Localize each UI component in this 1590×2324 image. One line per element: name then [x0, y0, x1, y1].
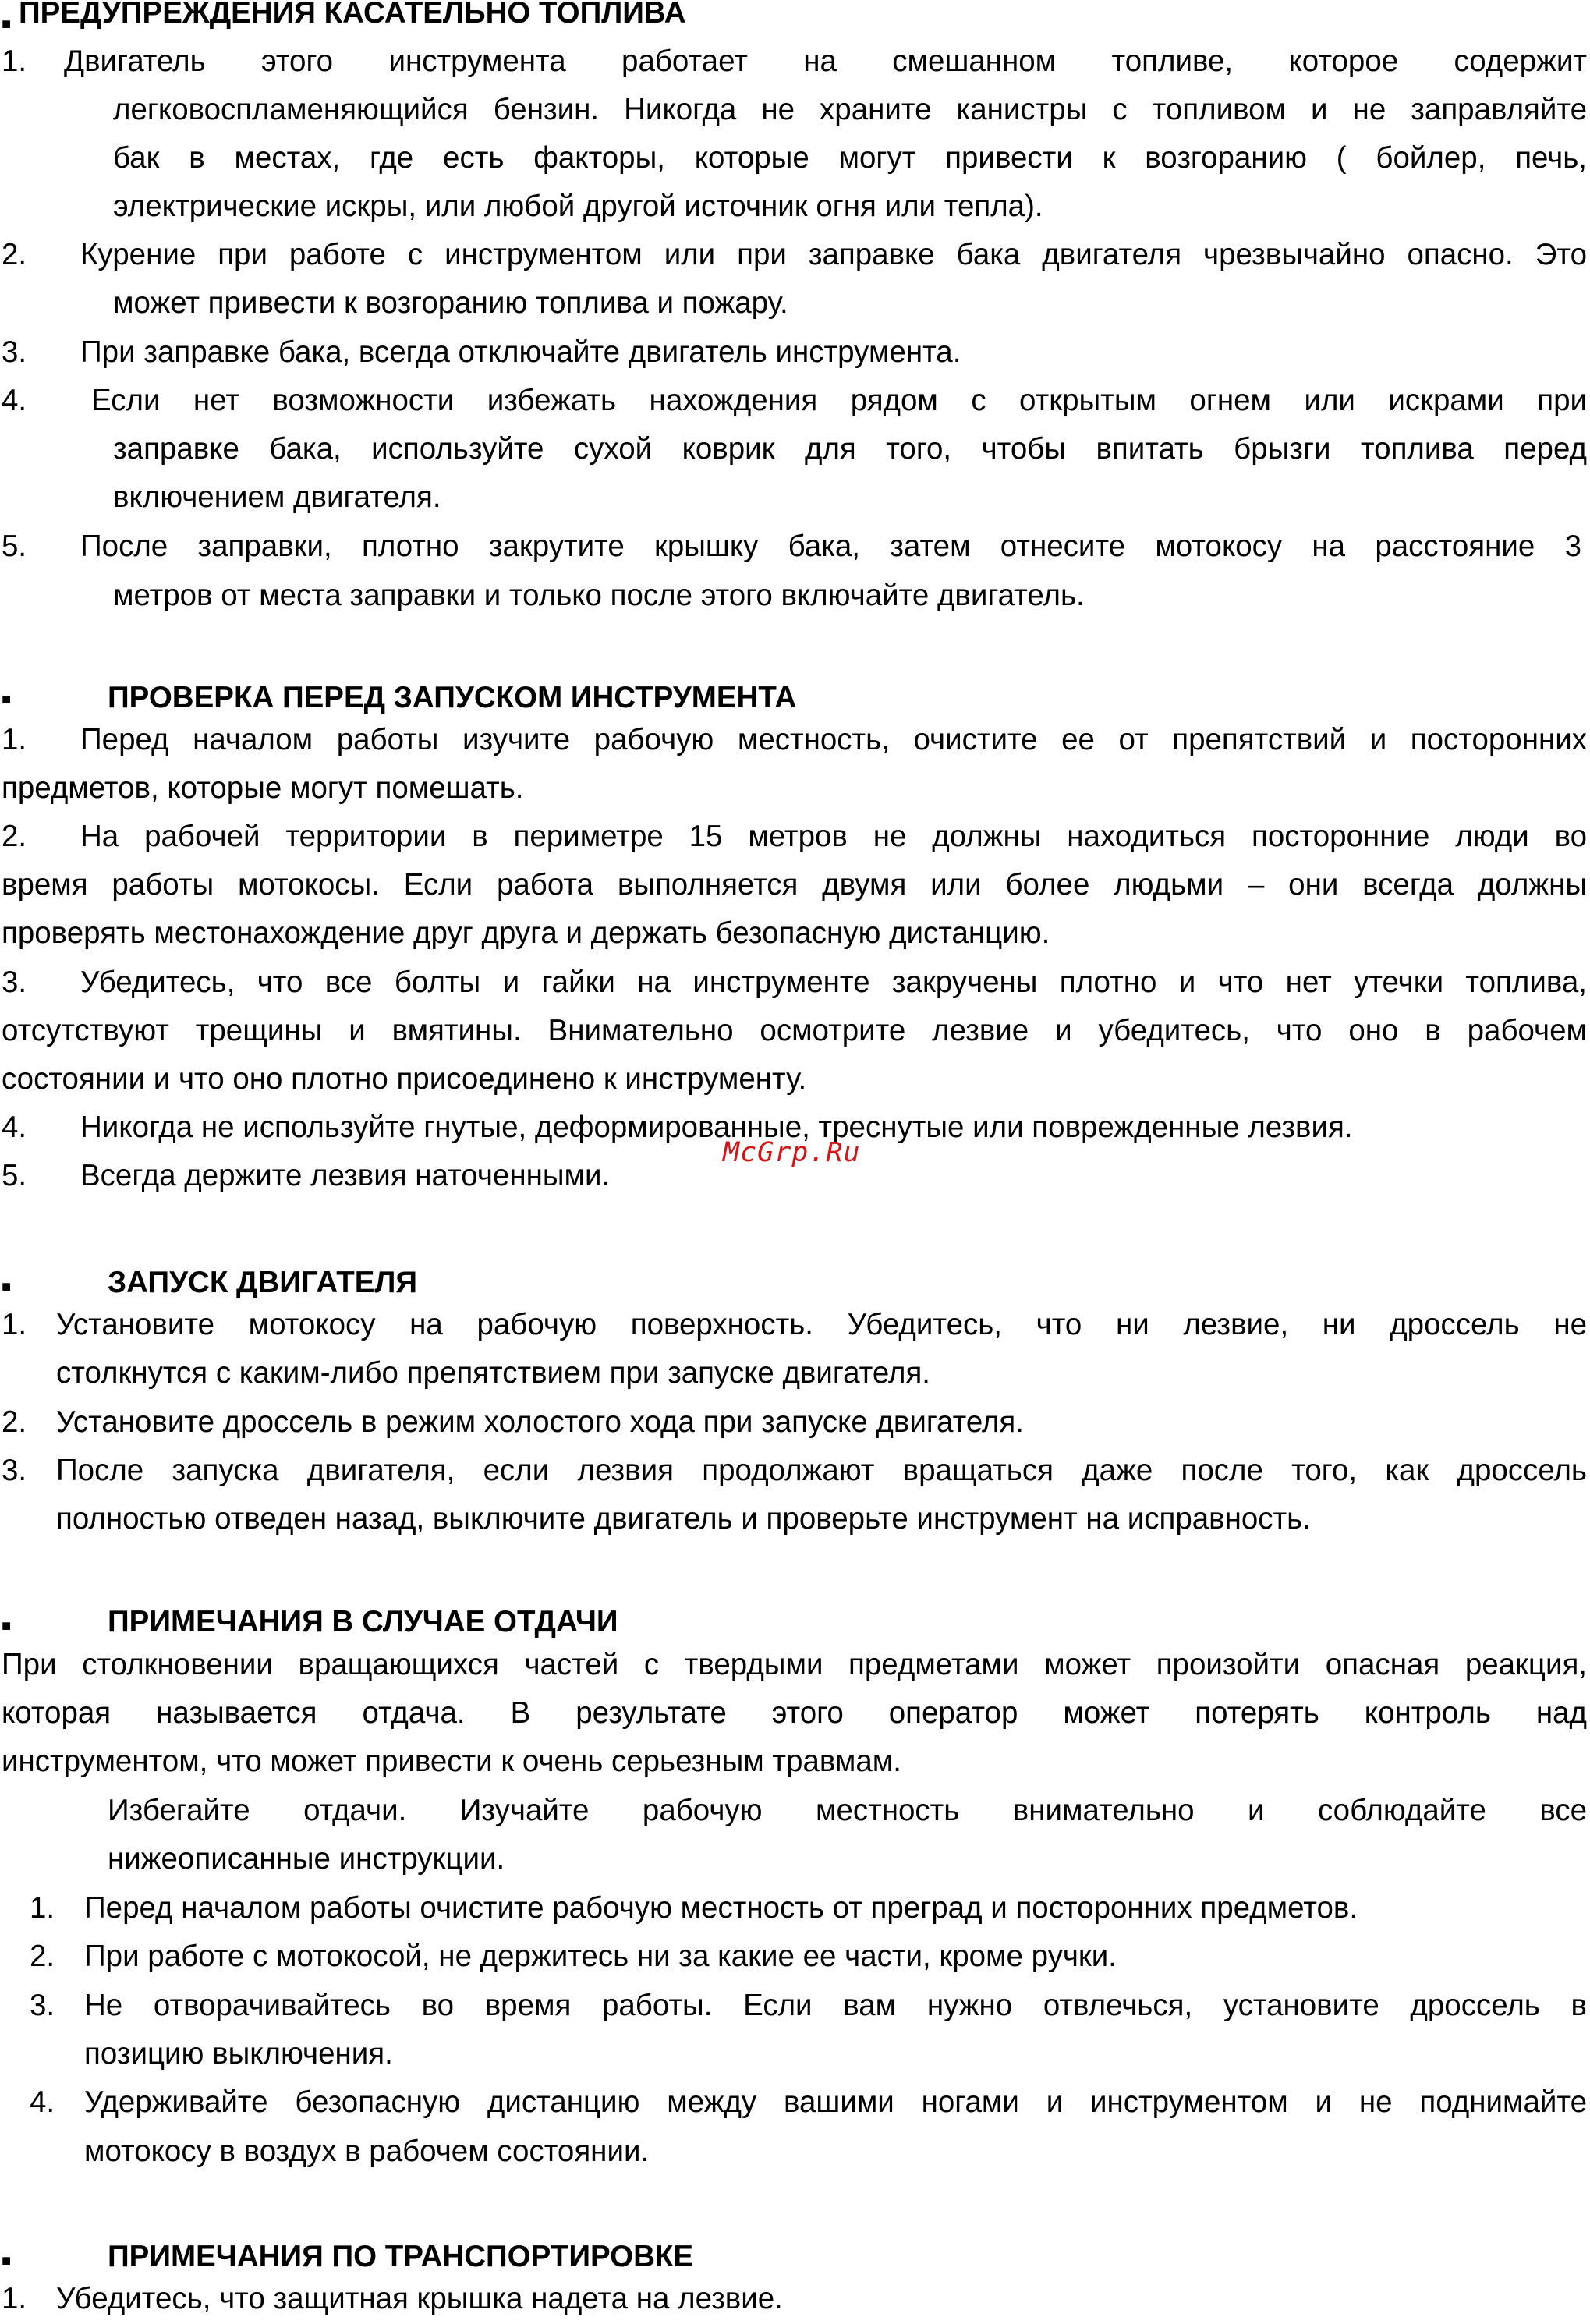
item-text-line: Никогда не используйте гнутые, деформированные, треснутые или поврежденные лезвия.	[80, 1111, 1353, 1144]
section-bullet-icon: ■	[2, 1617, 12, 1635]
item-number: 3.	[2, 1454, 27, 1487]
watermark: McGrp.Ru	[723, 1137, 861, 1168]
item-text-line: Убедитесь, что защитная крышка надета на лезвие.	[56, 2282, 783, 2315]
item-text-line: При работе с мотокосой, не держитесь ни за какие ее части, кроме ручки.	[84, 1940, 1117, 1973]
item-number: 1.	[30, 1891, 55, 1925]
item-number: 2.	[2, 1405, 27, 1439]
item-text-line: мотокосу в воздух в рабочем состоянии.	[84, 2134, 650, 2168]
item-text-line: Установите дроссель в режим холостого хода при запуске двигателя.	[56, 1405, 1024, 1439]
item-number: 5.	[2, 530, 27, 563]
item-text-line: полностью отведен назад, выключите двигатель и проверьте инструмент на исправность.	[56, 1502, 1311, 1536]
item-number: 2.	[2, 820, 27, 853]
item-number: 4.	[30, 2085, 55, 2119]
item-text-line: может привести к возгоранию топлива и пожару.	[113, 286, 788, 320]
item-text-line: При заправке бака, всегда отключайте двигатель инструмента.	[80, 335, 961, 369]
item-number: 4.	[2, 1111, 27, 1144]
item-text-line: Перед началом работы изучите рабочую местность, очистите ее от препятствий и посторонних	[80, 723, 1587, 756]
section-bullet-icon: ■	[2, 2252, 12, 2269]
indent-paragraph-line: нижеописанные инструкции.	[108, 1842, 505, 1876]
item-number: 3.	[2, 335, 27, 369]
item-text-line: заправке бака, используйте сухой коврик для того, чтобы впитать брызги топлива перед	[113, 432, 1587, 466]
item-text-line: отсутствуют трещины и вмятины. Внимательно осмотрите лезвие и убедитесь, что оно в рабочем	[2, 1014, 1587, 1047]
item-text-line: На рабочей территории в периметре 15 метров не должны находиться посторонние люди во	[80, 820, 1587, 853]
item-number: 3.	[30, 1989, 55, 2022]
item-text-line: электрические искры, или любой другой источник огня или тепла).	[113, 190, 1043, 223]
paragraph-line: При столкновении вращающихся частей с твердыми предметами может произойти опасная реакция,	[2, 1648, 1587, 1681]
item-number: 1.	[2, 723, 27, 756]
item-text-line: позицию выключения.	[84, 2037, 393, 2071]
item-text-line: После запуска двигателя, если лезвия продолжают вращаться даже после того, как дроссель	[56, 1454, 1587, 1487]
item-text-line: Курение при работе с инструментом или при заправке бака двигателя чрезвычайно опасно. Это	[80, 238, 1587, 271]
item-text-line: Удерживайте безопасную дистанцию между вашими ногами и инструментом и не поднимайте	[84, 2085, 1587, 2119]
item-text-line: Двигатель этого инструмента работает на смешанном топливе, которое содержит	[64, 44, 1587, 78]
section-bullet-icon: ■	[2, 1278, 12, 1295]
item-text-line: Установите мотокосу на рабочую поверхность. Убедитесь, что ни лезвие, ни дроссель не	[56, 1308, 1587, 1341]
item-text-line: Перед началом работы очистите рабочую местность от преград и посторонних предметов.	[84, 1891, 1358, 1925]
item-text-line: После заправки, плотно закрутите крышку бака, затем отнесите мотокосу на расстояние 3	[80, 530, 1581, 563]
item-number: 4.	[2, 384, 27, 417]
section-bullet-icon: ■	[2, 16, 12, 33]
section-heading: ЗАПУСК ДВИГАТЕЛЯ	[108, 1266, 418, 1299]
item-text-line: состоянии и что оно плотно присоединено к инструменту.	[2, 1062, 807, 1096]
item-number: 2.	[2, 238, 27, 271]
indent-paragraph-line: Избегайте отдачи. Изучайте рабочую местность внимательно и соблюдайте все	[108, 1794, 1587, 1827]
item-text-line: время работы мотокосы. Если работа выполняется двумя или более людьми – они всегда должны	[2, 868, 1587, 902]
item-text-line: Если нет возможности избежать нахождения рядом с открытым огнем или искрами при	[91, 384, 1587, 417]
section-heading: ПРИМЕЧАНИЯ В СЛУЧАЕ ОТДАЧИ	[108, 1605, 618, 1638]
section-heading: ПРЕДУПРЕЖДЕНИЯ КАСАТЕЛЬНО ТОПЛИВА	[19, 0, 686, 30]
item-number: 2.	[30, 1940, 55, 1973]
item-text-line: Не отворачивайтесь во время работы. Если вам нужно отвлечься, установите дроссель в	[84, 1989, 1587, 2022]
item-text-line: включением двигателя.	[113, 480, 441, 514]
section-heading: ПРОВЕРКА ПЕРЕД ЗАПУСКОМ ИНСТРУМЕНТА	[108, 681, 797, 714]
section-bullet-icon: ■	[2, 691, 12, 708]
section-heading: ПРИМЕЧАНИЯ ПО ТРАНСПОРТИРОВКЕ	[108, 2240, 694, 2273]
item-number: 1.	[2, 44, 27, 78]
item-text-line: метров от места заправки и только после этого включайте двигатель.	[113, 579, 1085, 612]
item-number: 5.	[2, 1159, 27, 1192]
paragraph-line: инструментом, что может привести к очень серьезным травмам.	[2, 1745, 901, 1778]
item-text-line: предметов, которые могут помешать.	[2, 771, 524, 805]
item-number: 1.	[2, 2282, 27, 2315]
item-text-line: проверять местонахождение друг друга и держать безопасную дистанцию.	[2, 916, 1050, 950]
item-text-line: легковоспламеняющийся бензин. Никогда не храните канистры с топливом и не заправляйте	[113, 93, 1587, 126]
item-text-line: бак в местах, где есть факторы, которые могут привести к возгоранию ( бойлер, печь,	[113, 141, 1587, 175]
item-text-line: Убедитесь, что все болты и гайки на инструменте закручены плотно и что нет утечки топлива,	[80, 965, 1587, 999]
item-text-line: Всегда держите лезвия наточенными.	[80, 1159, 611, 1192]
item-number: 3.	[2, 965, 27, 999]
paragraph-line: которая называется отдача. В результате этого оператор может потерять контроль над	[2, 1696, 1587, 1730]
item-number: 1.	[2, 1308, 27, 1341]
item-text-line: столкнутся с каким-либо препятствием при запуске двигателя.	[56, 1356, 930, 1390]
